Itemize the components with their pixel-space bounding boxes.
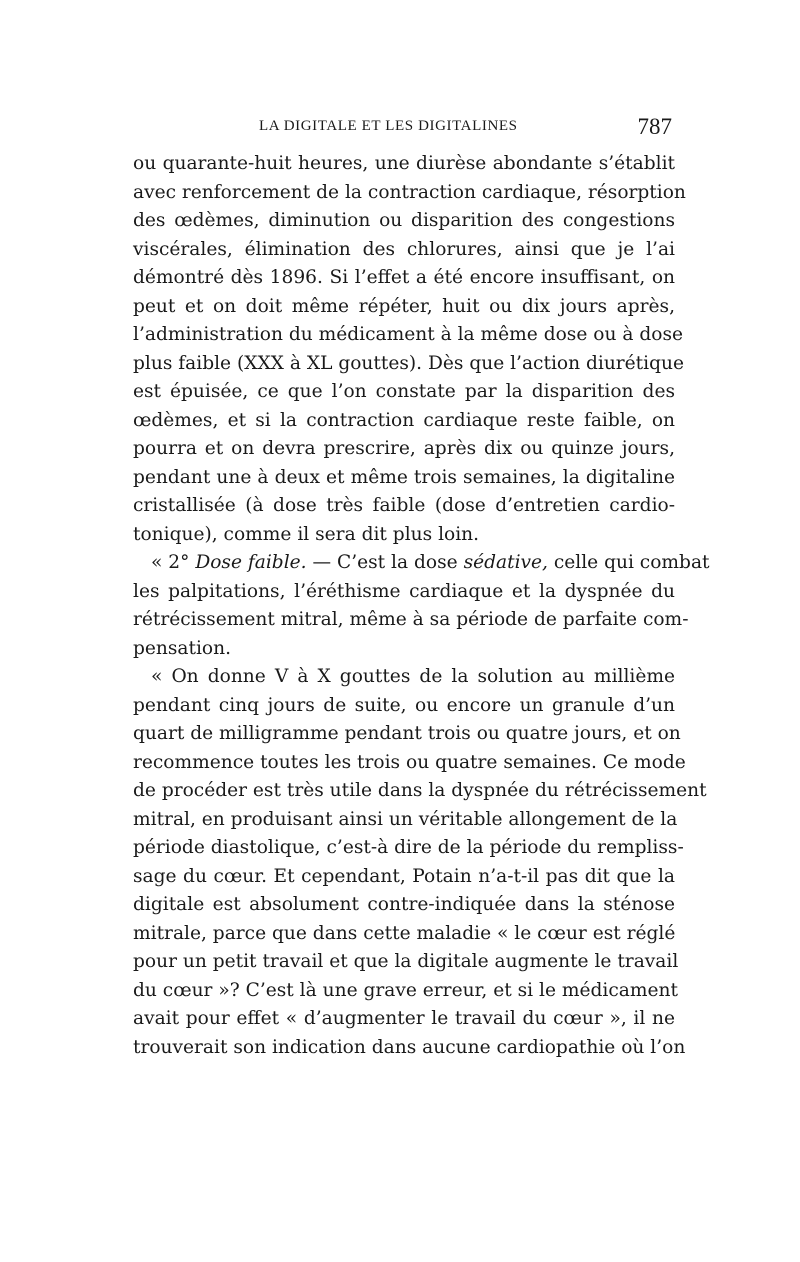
page-number: 787 — [637, 114, 672, 139]
text-line: démontré dès 1896. Si l’effet a été encore insuffisant, on — [133, 267, 675, 288]
text-line: pensation. — [133, 637, 232, 659]
text-line: trouverait son indication dans aucune cardiopathie où l’on — [133, 1036, 686, 1058]
text-line: mitrale, parce que dans cette maladie « le cœur est réglé — [133, 922, 676, 944]
text-line: digitale est absolument contre-indiquée dans la sténose — [133, 894, 675, 915]
italic-heading: Dose faible. — [195, 552, 307, 573]
text-line: les palpitations, l’éréthisme cardiaque et la dyspnée du — [133, 580, 675, 602]
text-line: mitral, en produisant ainsi un véritable allongement de la — [133, 808, 678, 830]
text-line: recommence toutes les trois ou quatre semaines. Ce mode — [133, 751, 686, 773]
text-line: quart de milligramme pendant trois ou quatre jours, et on — [133, 723, 681, 744]
text-line: pendant cinq jours de suite, ou encore un granule d’un — [133, 694, 675, 716]
text-line: de procéder est très utile dans la dyspnée du rétrécissement — [133, 780, 707, 801]
text-line: des œdèmes, diminution ou disparition des congestions — [133, 210, 675, 231]
text-line: « On donne V à X gouttes de la solution au millième — [151, 666, 675, 687]
text-line: rétrécissement mitral, même à sa période de parfaite com- — [133, 609, 689, 630]
text-line: est épuisée, ce que l’on constate par la disparition des — [133, 381, 675, 402]
running-header — [137, 114, 672, 142]
text-line: cristallisée (à dose très faible (dose d’entretien cardio- — [133, 495, 675, 516]
text-line — [133, 549, 710, 578]
body-text — [133, 150, 710, 1062]
text-line: ou quarante-huit heures, une diurèse abondante s’établit — [133, 153, 675, 174]
text-fragment: celle qui combat — [547, 552, 710, 573]
text-line: plus faible (XXX à XL gouttes). Dès que l’action diurétique — [133, 352, 684, 374]
text-line: œdèmes, et si la contraction cardiaque reste faible, on — [133, 409, 675, 431]
text-line: sage du cœur. Et cependant, Potain n’a-t-il pas dit que la — [133, 865, 675, 887]
text-line: avec renforcement de la contraction cardiaque, résorption — [133, 181, 686, 203]
text-line: viscérales, élimination des chlorures, ainsi que je l’ai — [133, 238, 675, 260]
text-line: l’administration du médicament à la même dose ou à dose — [133, 324, 683, 345]
text-line: peut et on doit même répéter, huit ou dix jours après, — [133, 295, 675, 317]
text-line: pendant une à deux et même trois semaines, la digitaline — [133, 466, 675, 488]
text-fragment: « 2° — [151, 552, 196, 573]
italic-term: sédative, — [463, 552, 548, 573]
text-fragment: — C’est la dose — [306, 552, 464, 573]
text-line: pourra et on devra prescrire, après dix ou quinze jours, — [133, 438, 675, 459]
text-line: du cœur »? C’est là une grave erreur, et si le médicament — [133, 979, 678, 1001]
chapter-title: LA DIGITALE ET LES DIGITALINES — [259, 118, 518, 134]
text-line: avait pour effet « d’augmenter le travail du cœur », il ne — [133, 1008, 675, 1029]
text-line: tonique), comme il sera dit plus loin. — [133, 523, 480, 545]
text-line: période diastolique, c’est-à dire de la période du rempliss- — [133, 837, 684, 858]
text-line: pour un petit travail et que la digitale augmente le travail — [133, 951, 679, 972]
